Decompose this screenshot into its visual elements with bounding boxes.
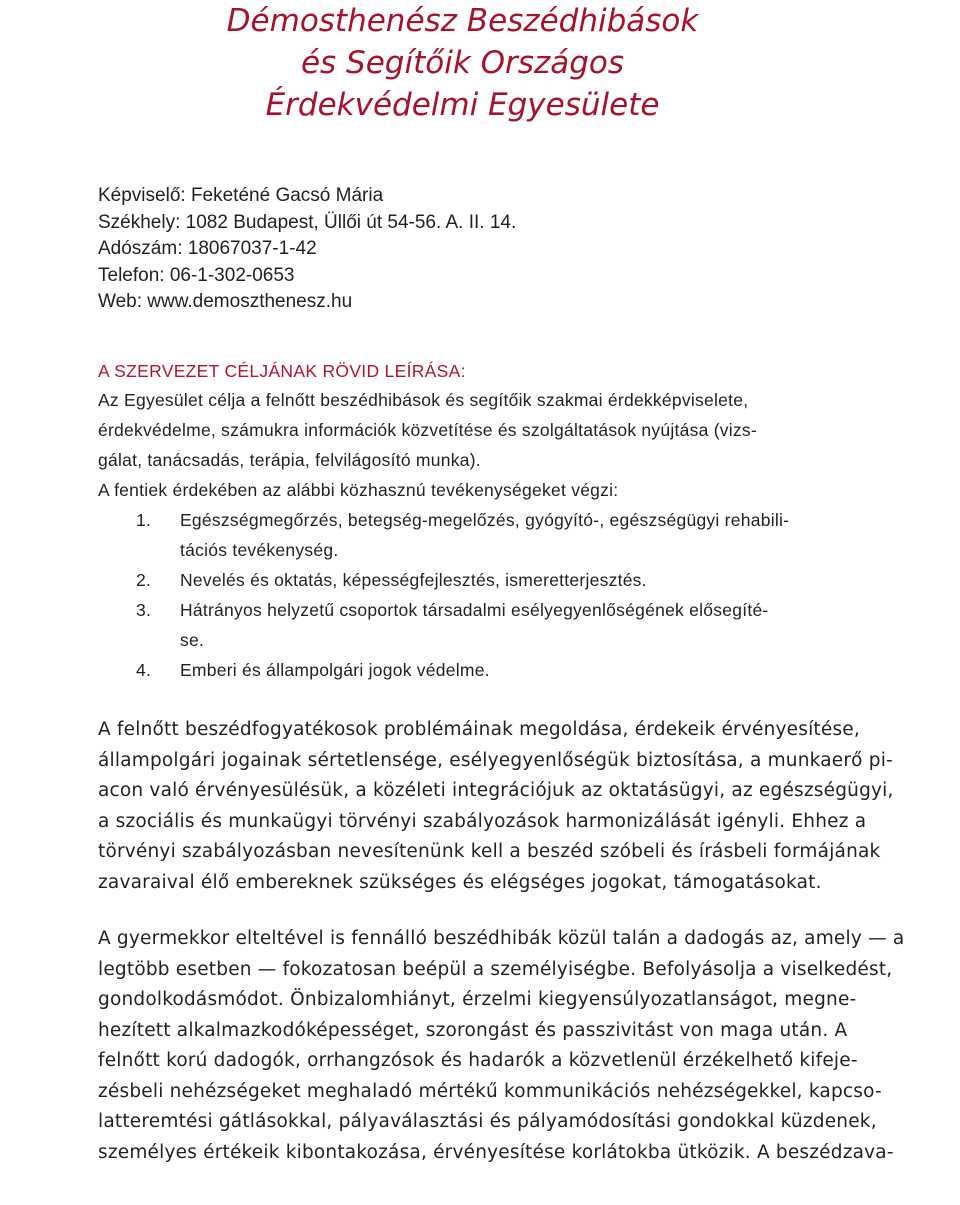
list-item [98, 565, 888, 595]
text-line: latteremtési gátlásokkal, pályaválasztási és pályamódosítási gondokkal küzdenek, [98, 1111, 877, 1132]
text-line: hezített alkalmazkodóképességet, szorongást és passzivitást von maga után. A [98, 1019, 848, 1041]
representative-line: Képviselő: Feketéné Gacsó Mária [98, 185, 384, 206]
title-line: Érdekvédelmi Egyesülete [265, 87, 660, 123]
list-item-number: 1. [136, 510, 152, 530]
text-line: a szociális és munkaügyi törvényi szabályozások harmonizálását igényli. Ehhez a [98, 810, 867, 832]
section-heading: A SZERVEZET CÉLJÁNAK RÖVID LEÍRÁSA: [98, 361, 466, 381]
text-line: felnőtt korú dadogók, orrhangzósok és hadarók a közvetlenül érzékelhető kifeje- [98, 1050, 858, 1071]
text-line: A felnőtt beszédfogyatékosok problémáinak megoldása, érdekeik érvényesítése, [98, 719, 860, 740]
list-item-text: Nevelés és oktatás, képességfejlesztés, ismeretterjesztés. [180, 570, 647, 590]
list-item-text: Egészségmegőrzés, betegség-megelőzés, gyógyító-, egészségügyi rehabili- [180, 510, 790, 530]
seat-line: Székhely: 1082 Budapest, Üllői út 54-56. A. II. 14. [98, 211, 517, 233]
text-line: gondolkodásmódot. Önbizalomhiányt, érzelmi kiegyensúlyozatlanságot, megne- [98, 989, 857, 1010]
tax-number-line: Adószám: 18067037-1-42 [98, 238, 317, 259]
list-item [98, 505, 888, 565]
text-line: állampolgári jogainak sértetlensége, esélyegyenlőségük biztosítása, a munkaerő pi- [98, 749, 893, 771]
list-item [98, 655, 888, 685]
list-item-number: 4. [136, 660, 152, 680]
text-line: érdekvédelme, számukra információk közvetítése és szolgáltatások nyújtása (vizs- [98, 420, 758, 440]
text-line: A gyermekkor elteltével is fennálló beszédhibák közül talán a dadogás az, amely — a [98, 928, 905, 949]
text-line: Az Egyesület célja a felnőtt beszédhibások és segítőik szakmai érdekképviselete, [98, 390, 749, 410]
contact-block [98, 183, 878, 316]
list-item [98, 595, 888, 655]
text-line: acon való érvényesülésük, a közéleti integrációjuk az oktatásügyi, az egészségügyi, [98, 780, 894, 801]
text-line: gálat, tanácsadás, terápia, felvilágosító munka). [98, 450, 481, 470]
web-line: Web: www.demoszthenesz.hu [98, 291, 353, 312]
phone-line: Telefon: 06-1-302-0653 [98, 264, 295, 286]
intro-text [98, 385, 888, 505]
purpose-section [98, 357, 888, 685]
text-line: törvényi szabályozásban nevesítenünk kell a beszéd szóbeli és írásbeli formájának [98, 841, 881, 862]
text-line: személyes értékeik kibontakozása, érvényesítése korlátokba ütközik. A beszédzava- [98, 1141, 894, 1163]
text-line: zavaraival élő embereknek szükséges és elégséges jogokat, támogatásokat. [98, 871, 822, 893]
list-item-number: 3. [136, 600, 152, 620]
text-line: zésbeli nehézségeket meghaladó mértékű kommunikációs nehézségekkel, kapcso- [98, 1080, 882, 1102]
text-line: legtöbb esetben — fokozatosan beépül a személyiségbe. Befolyásolja a viselkedést, [98, 958, 893, 980]
paragraph-stuttering [98, 924, 904, 1168]
organization-title [150, 0, 775, 126]
activity-list [98, 505, 888, 685]
list-item-text: se. [180, 630, 205, 650]
list-item-text: Hátrányos helyzetű csoportok társadalmi esélyegyenlőségének elősegíté- [180, 600, 769, 620]
list-item-number: 2. [136, 570, 152, 590]
title-line: Démosthenész Beszédhibások [226, 3, 699, 39]
text-line: A fentiek érdekében az alábbi közhasznú tevékenységeket végzi: [98, 480, 619, 500]
paragraph-legal-needs [98, 715, 894, 898]
title-line: és Segítőik Országos [300, 45, 625, 81]
list-item-text: tációs tevékenység. [180, 540, 339, 560]
list-item-text: Emberi és állampolgári jogok védelme. [180, 660, 490, 680]
